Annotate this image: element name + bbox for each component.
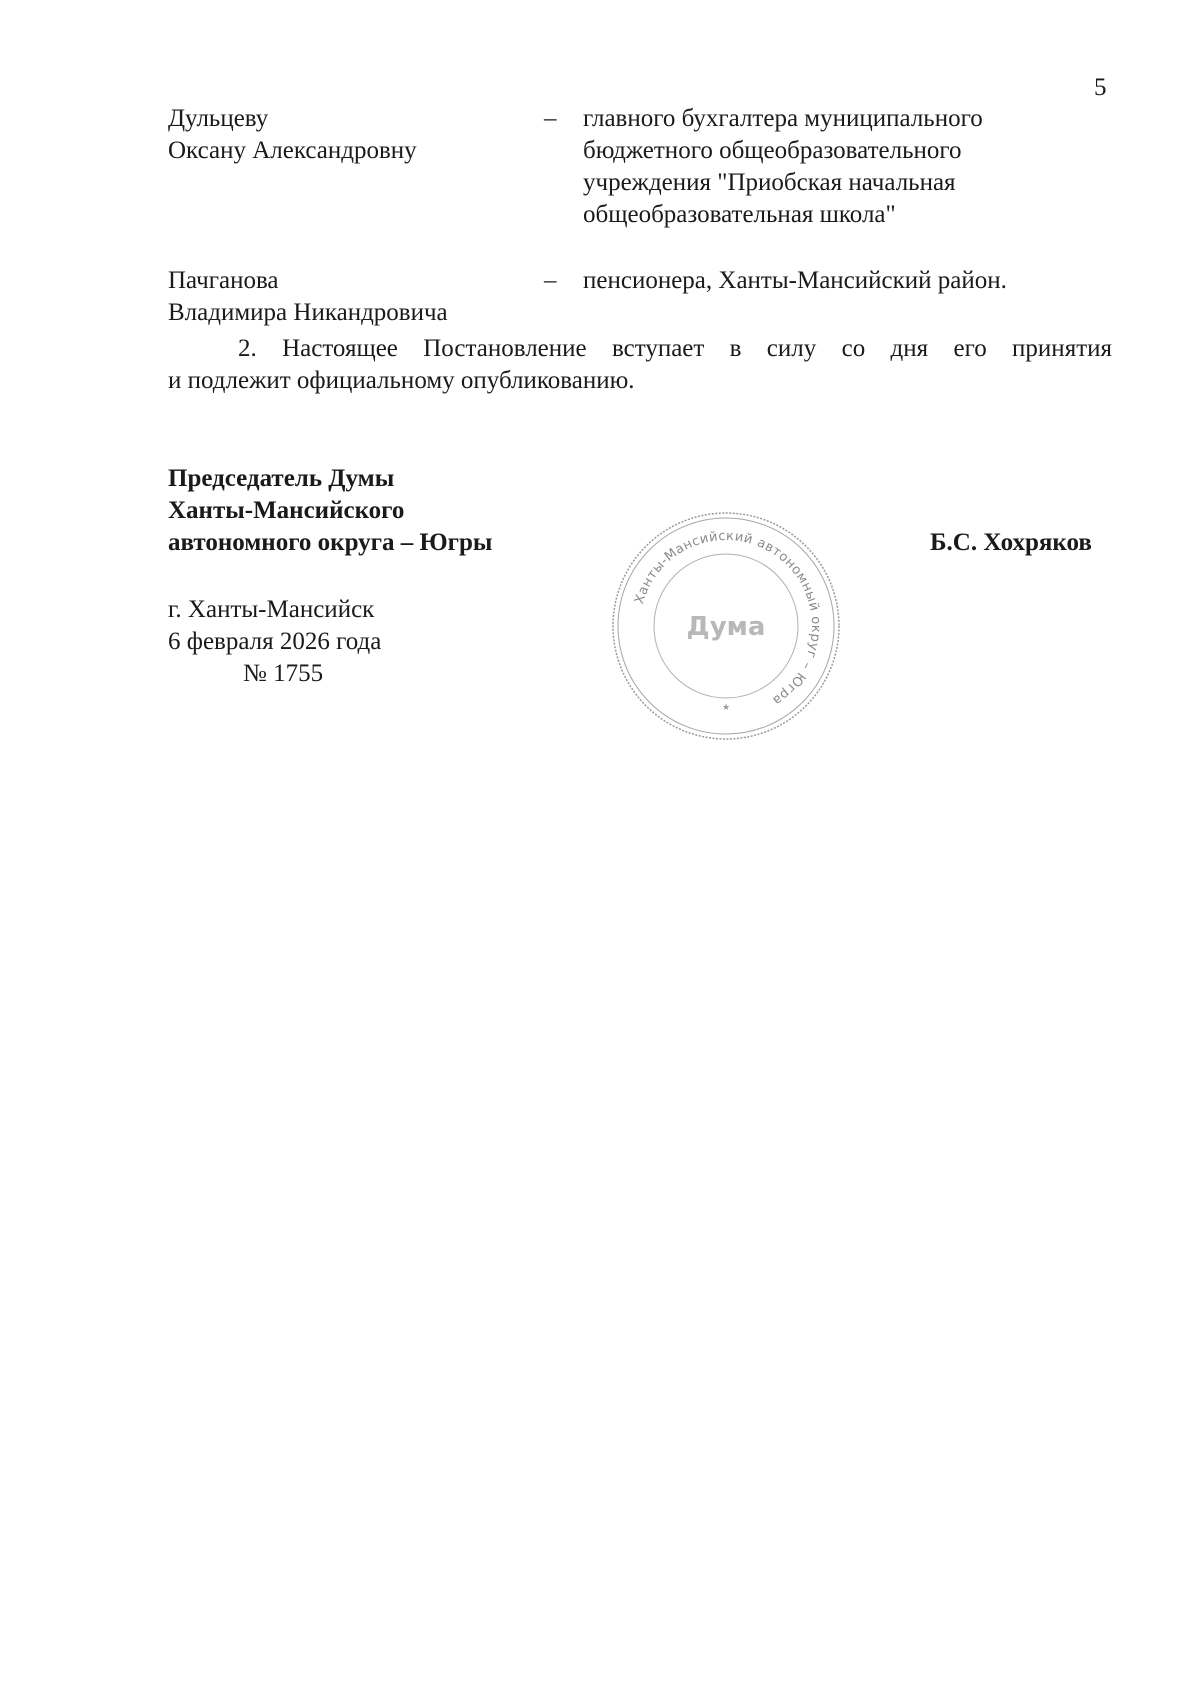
seal-graphic	[608, 508, 844, 744]
signatory-title-line: автономного округа – Югры	[168, 529, 493, 556]
entry-dash: –	[544, 267, 557, 294]
position-line: главного бухгалтера муниципального	[583, 105, 983, 132]
paragraph-line: 2. Настоящее Постановление вступает в силу со дня его принятия	[238, 335, 1112, 362]
position-line: бюджетного общеобразовательного	[583, 137, 962, 164]
appointee-name	[168, 103, 548, 167]
appointee-position	[583, 103, 1103, 231]
seal-ring-text: Ханты-Мансийский автономный округ – Югра	[632, 528, 824, 709]
appointee-given-names: Владимира Никандровича	[168, 299, 448, 326]
appointee-entry	[168, 103, 1118, 233]
page-number: 5	[1094, 74, 1107, 101]
appointee-position	[583, 265, 1103, 297]
document-number: № 1755	[243, 660, 324, 687]
resolution-paragraph	[168, 333, 1112, 397]
appointee-surname: Пачганова	[168, 267, 279, 294]
seal-center-text: Дума	[686, 612, 766, 642]
entry-dash: –	[544, 105, 557, 132]
seal-star-icon: ★	[721, 703, 731, 713]
appointee-surname: Дульцеву	[168, 105, 269, 132]
official-seal	[608, 508, 844, 744]
appointee-entry	[168, 265, 1118, 329]
signatory-title-line: Ханты-Мансийского	[168, 497, 405, 524]
city: г. Ханты-Мансийск	[168, 596, 375, 623]
position-line: пенсионера, Ханты-Мансийский район.	[583, 267, 1007, 294]
position-line: учреждения "Приобская начальная	[583, 169, 956, 196]
signer-name: Б.С. Хохряков	[930, 529, 1092, 556]
date: 6 февраля 2026 года	[168, 628, 382, 655]
position-line: общеобразовательная школа"	[583, 201, 896, 228]
place-and-date	[168, 594, 381, 690]
signatory-title-line: Председатель Думы	[168, 465, 395, 492]
signatory-title	[168, 463, 492, 559]
paragraph-line: и подлежит официальному опубликованию.	[168, 367, 635, 394]
appointee-name	[168, 265, 548, 329]
appointee-given-names: Оксану Александровну	[168, 137, 417, 164]
